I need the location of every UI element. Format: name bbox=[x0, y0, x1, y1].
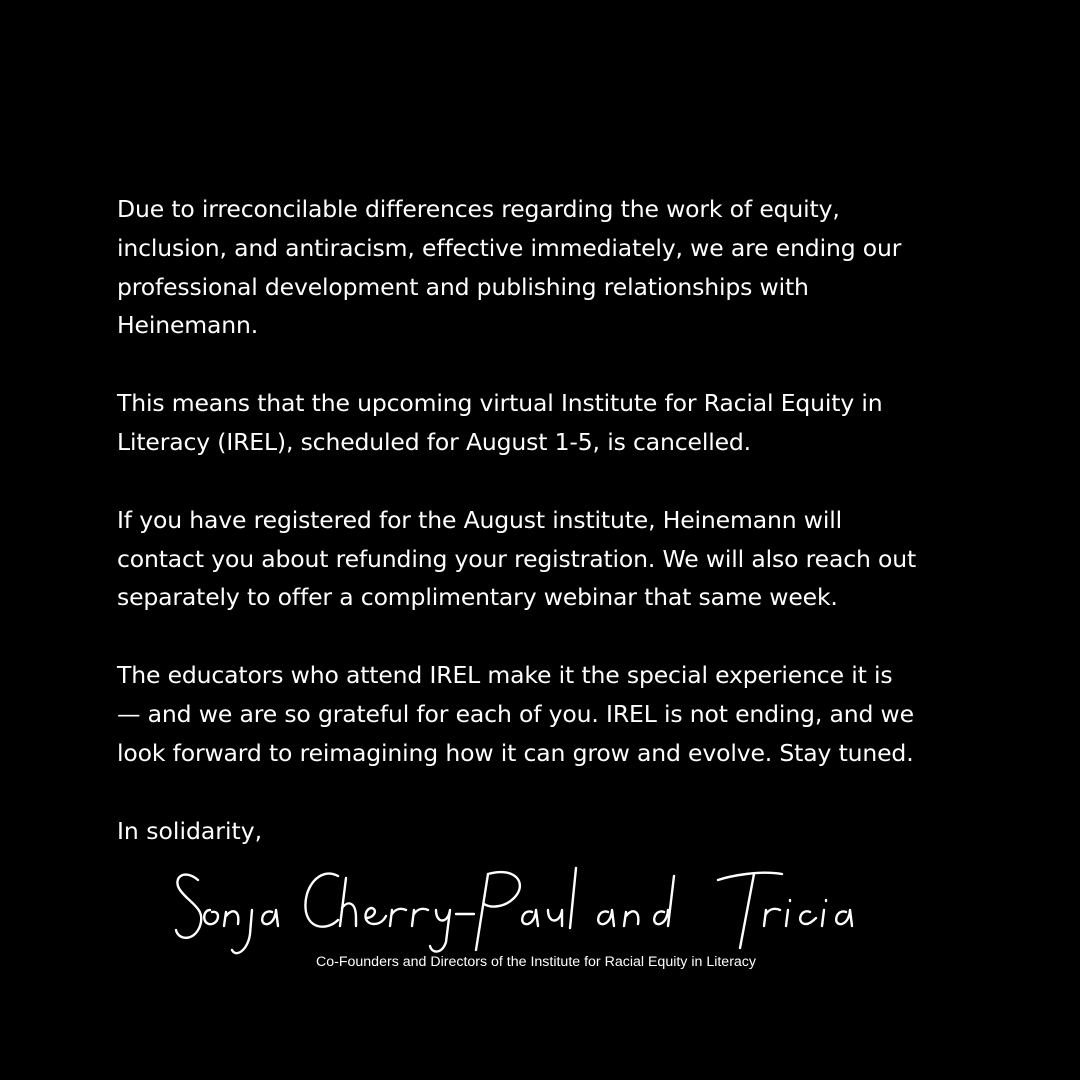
paragraph-refund-info: If you have registered for the August institute, Heinemann will contact you about refunding your registration. We will also reach out separately to offer a complimentary webinar that same week. bbox=[117, 505, 917, 612]
letter-body bbox=[117, 190, 987, 850]
paragraph-institute-cancelled: This means that the upcoming virtual Institute for Racial Equity in Literacy (IREL), scheduled for August 1-5, is cancelled. bbox=[117, 389, 883, 456]
paragraph-gratitude: The educators who attend IREL make it the special experience it is — and we are so grateful for each of you. IREL is not ending, and we look forward to reimagining how it can grow and evolve. Stay tuned. bbox=[117, 661, 914, 767]
handwritten-signature bbox=[170, 858, 890, 968]
signature-credit: Co-Founders and Directors of the Institute for Racial Equity in Literacy bbox=[315, 954, 756, 970]
paragraph-relationship-ending: Due to irreconcilable differences regarding the work of equity, inclusion, and antiracism, effective immediately, we are ending our professional development and publishing relationships with Heinemann. bbox=[117, 195, 902, 340]
signature-block bbox=[0, 858, 1080, 988]
closing-line: In solidarity, bbox=[117, 816, 263, 845]
